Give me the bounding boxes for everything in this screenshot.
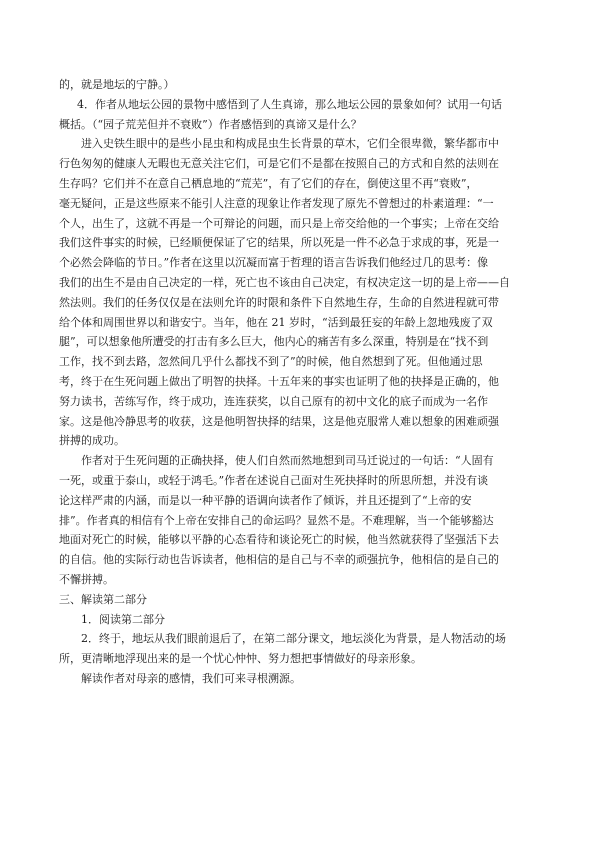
text-line: 论这样严肃的内涵，而是以一种平静的语调向读者作了倾诉，并且还提到了“上帝的安 [59,493,472,507]
text-line: 行色匆匆的健康人无暇也无意关注它们，可是它们不是都在按照自己的方式和自然的法则在 [59,157,499,171]
text-line: 一死，或重于泰山，或轻于鸿毛。”作者在述说自己面对生死抉择时的所思所想，并没有谈 [59,473,489,487]
text-line: 家。这是他冷静思考的收获，这是他明智抉择的结果，这是他克服常人难以想象的困难顽强 [59,414,499,428]
text-line: 所，更清晰地浮现出来的是一个忧心忡忡、努力想把事情做好的母亲形象。 [59,652,422,666]
text-line: 考，终于在生死问题上做出了明智的抉择。十五年来的事实也证明了他的抉择是正确的，他 [59,374,499,388]
text-line: 给个体和周围世界以和谐安宁。当年，他在 21 岁时，“活到最狂妄的年龄上忽地残废了双 [59,315,493,329]
document-body [59,75,539,689]
text-line: 我们的出生不是由自己决定的一样，死亡也不该由自己决定，有权决定这一切的是上帝——自 [59,275,510,289]
item-1-line: 1．阅读第二部分 [81,612,165,626]
text-line: 生存吗？它们并不在意自己栖息地的“荒芜”，有了它们的存在，倒使这里不再“衰败”， [59,176,478,190]
paragraph-start-line: 作者对于生死问题的正确抉择，使人们自然而然地想到司马迁说过的一句话：“人固有 [81,454,494,468]
text-line: 个人，出生了，这就不再是一个可辩论的问题，而只是上帝交给他的一个事实；上帝在交给 [59,216,499,230]
text-line: 地面对死亡的时候，能够以平静的心态看待和谈论死亡的时候，他当然就获得了坚强活下去 [59,533,499,547]
text-line: 毫无疑问，正是这些原来不能引人注意的现象让作者发现了原先不曾想过的朴素道理：“一 [59,196,494,210]
text-line: 的自信。他的实际行动也告诉读者，他相信的是自己与不幸的顽强抗争，他相信的是自己的 [59,553,499,567]
text-line: 个必然会降临的节日。”作者在这里以沉凝而富于哲理的语言告诉我们他经过几的思考：像 [59,256,489,270]
text-line: 然法则。我们的任务仅仅是在法则允许的时限和条件下自然地生存，生命的自然进程就可带 [59,295,499,309]
item-2-line: 2．终于，地坛从我们眼前退后了，在第二部分课文，地坛淡化为背景，是人物活动的场 [81,632,506,646]
text-line: 不懈拼搏。 [59,572,114,586]
text-line: 工作，找不到去路，忽然间几乎什么都找不到了”的时候，他自然想到了死。但他通过思 [59,355,483,369]
text-line: 我们这件事实的时候，已经顺便保证了它的结果，所以死是一件不必急于求成的事，死是一 [59,236,499,250]
section-heading: 三、解读第二部分 [59,592,147,606]
paragraph-start-line: 解读作者对母亲的感情，我们可来寻根溯源。 [81,671,301,685]
paragraph-start-line: 进入史铁生眼中的是些小昆虫和构成昆虫生长背景的草木，它们全很卑微，繁华都市中 [81,137,499,151]
text-line: 努力读书，苦练写作，终于成功，连连获奖，以自己原有的初中文化的底子而成为一名作 [59,394,488,408]
text-line: 的，就是地坛的宁静。） [59,78,175,91]
question-4-line: 4．作者从地坛公园的景物中感悟到了人生真谛，那么地坛公园的景象如何？试用一句话 [77,97,502,111]
text-line: 拼搏的成功。 [59,434,125,448]
text-line: 概括。（“园子荒芜但并不衰败”）作者感悟到的真谛又是什么？ [59,117,362,131]
text-line: 腿”，可以想象他所遭受的打击有多么巨大，他内心的痛苦有多么深重，特别是在“找不到 [59,335,489,349]
text-line: 排”。作者真的相信有个上帝在安排自己的命运吗？显然不是。不难理解，当一个能够豁达 [59,513,494,527]
